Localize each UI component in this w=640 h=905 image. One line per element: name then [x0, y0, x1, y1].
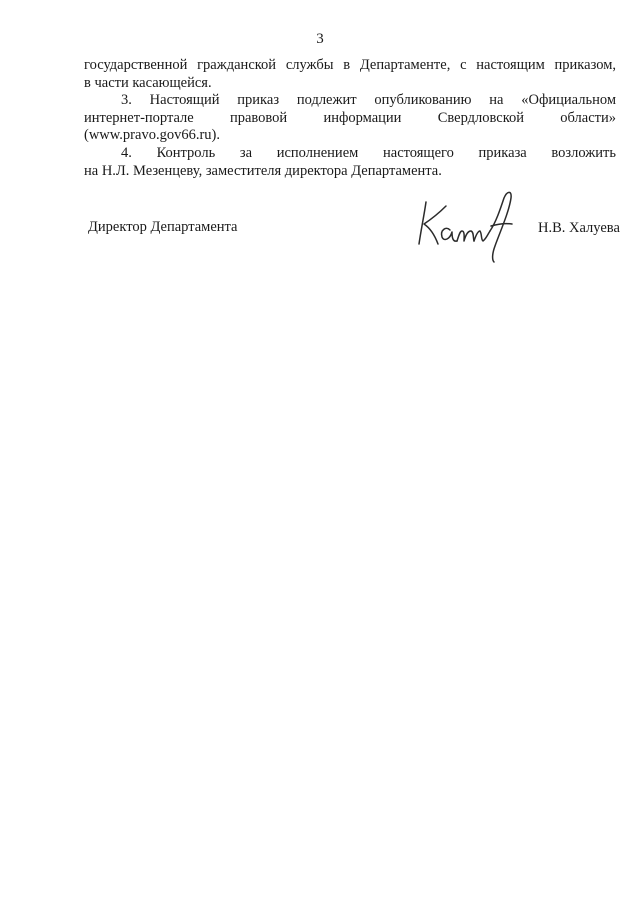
- handwritten-signature: [402, 186, 526, 266]
- paragraph-line: в части касающейся.: [84, 74, 212, 91]
- signature-block: [0, 0, 640, 300]
- signer-position-title: Директор Департамента: [88, 219, 238, 235]
- page-number: 3: [316, 31, 324, 47]
- paragraph-line: интернет-портале правовой информации Свердловской области»: [84, 109, 616, 126]
- paragraph-line: на Н.Л. Мезенцеву, заместителя директора Департамента.: [84, 162, 442, 179]
- paragraph-line: государственной гражданской службы в Департаменте, с настоящим приказом,: [84, 57, 616, 73]
- paragraph-line: (www.pravo.gov66.ru).: [84, 127, 220, 144]
- signer-name: Н.В. Халуева: [538, 220, 620, 236]
- paragraph-line: 3. Настоящий приказ подлежит опубликованию на «Официальном: [121, 92, 616, 109]
- paragraph-line: 4. Контроль за исполнением настоящего приказа возложить: [121, 144, 616, 161]
